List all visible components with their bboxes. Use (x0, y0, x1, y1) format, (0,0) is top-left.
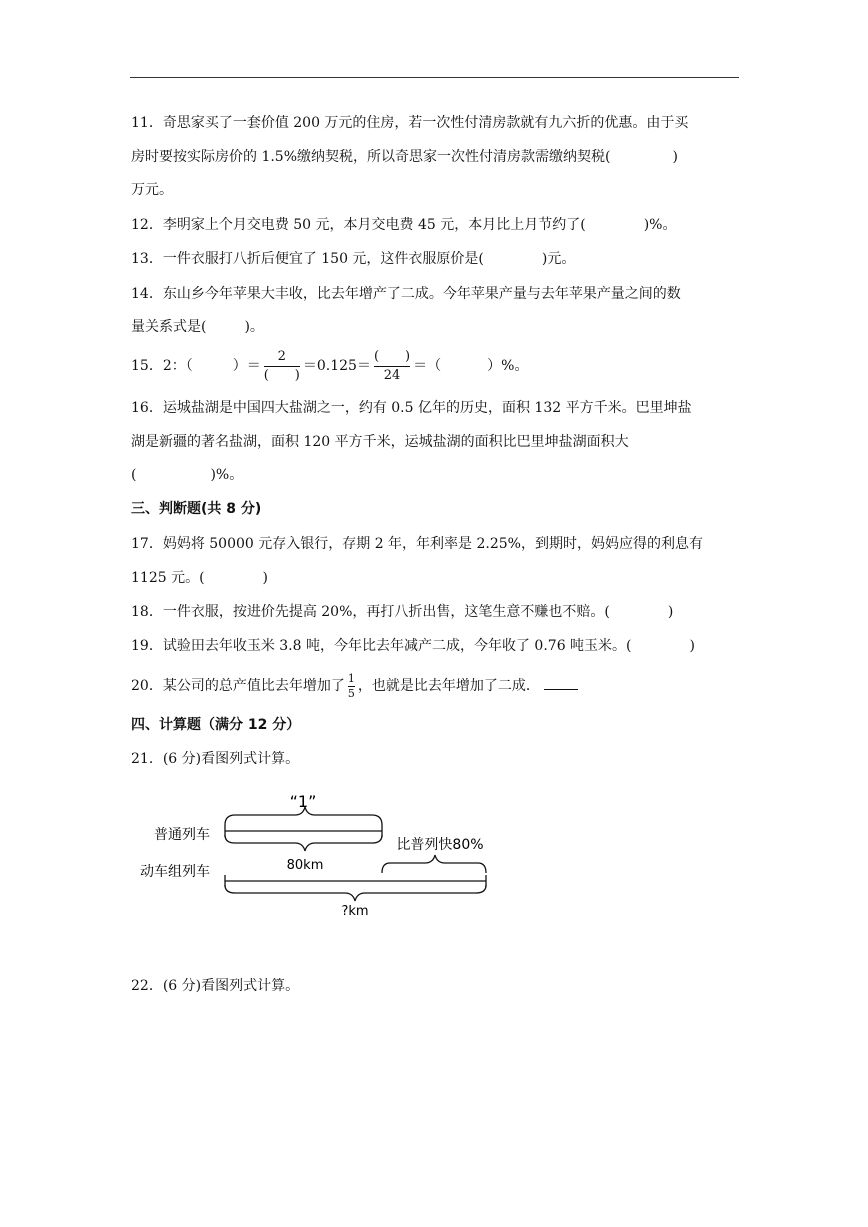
q14-line1: 14．东山乡今年苹果大丰收，比去年增产了二成。今年苹果产量与去年苹果产量之间的数 (131, 286, 681, 302)
q15-frac1-denominator[interactable]: ( ) (263, 367, 300, 383)
q22-line: 22．(6 分)看图列式计算。 (131, 978, 300, 994)
right-brace (382, 855, 486, 873)
q15-eq: ＝（ (413, 358, 442, 374)
q15-fraction-2 (374, 349, 410, 384)
q16-line2: 湖是新疆的著名盐湖，面积 120 平方千米，运城盐湖的面积比巴里坤盐湖面积大 (131, 434, 629, 450)
bottom-brace (225, 885, 486, 901)
q13-end: )元。 (541, 251, 576, 267)
q15-prefix: 15．2：（ (131, 358, 193, 374)
q17-line2 (131, 569, 268, 587)
label-top-one: “1” (289, 792, 317, 811)
section-3-heading: 三、判断题(共 8 分) (131, 501, 262, 517)
q11-line2-end: ) (672, 149, 678, 165)
q20-frac-denominator: 5 (347, 686, 355, 700)
q15-frac1-numerator: 2 (277, 348, 286, 364)
q21-line: 21．(6 分)看图列式计算。 (131, 751, 300, 767)
q14-line2-text: 量关系式是( (131, 319, 207, 335)
q20-answer-blank[interactable] (544, 677, 578, 690)
q12-end: )%。 (643, 217, 677, 233)
q19-text: 19．试验田去年收玉米 3.8 吨，今年比去年减产二成，今年收了 0.76 吨玉米。( (131, 638, 632, 654)
q20-line (131, 666, 578, 706)
q19-end: ) (689, 638, 695, 654)
q15-mid: ＝0.125＝ (302, 358, 371, 374)
q16-line3-open: ( (131, 467, 137, 483)
q11-line3: 万元。 (131, 182, 173, 198)
q16-line3 (131, 466, 243, 484)
q17-line1: 17．妈妈将 50000 元存入银行，存期 2 年，年利率是 2.25%，到期时，妈妈应得的利息有 (131, 536, 703, 552)
q13-text: 13．一件衣服打八折后便宜了 150 元，这件衣服原价是( (131, 251, 484, 267)
q11-line1: 11．奇思家买了一套价值 200 万元的住房，若一次性付清房款就有九六折的优惠。由于买 (131, 115, 689, 131)
q17-line2-end: ) (262, 570, 269, 586)
row2-label: 动车组列车 (140, 864, 210, 880)
bottom-label: ?km (341, 904, 369, 919)
middle-brace (225, 835, 382, 851)
q15-close1: ）＝ (232, 358, 261, 374)
q20-prefix: 20．某公司的总产值比去年增加了 (131, 678, 345, 694)
q12-line (131, 216, 676, 234)
right-label: 比普列快80% (396, 837, 484, 853)
q18-end: ) (667, 604, 674, 620)
q15-frac2-denominator: 24 (383, 367, 401, 383)
q19-line (131, 637, 695, 655)
q13-line (131, 250, 575, 268)
q11-line2 (131, 148, 678, 166)
q15-suffix: ）%。 (487, 358, 529, 374)
header-rule (130, 77, 739, 78)
q14-line2-end: )。 (244, 319, 264, 335)
q16-line3-end: )%。 (210, 467, 244, 483)
q15-line (131, 346, 528, 386)
q20-fraction (348, 673, 355, 700)
q20-frac-numerator: 1 (347, 671, 355, 685)
q12-text: 12．李明家上个月交电费 50 元，本月交电费 45 元，本月比上月节约了( (131, 217, 586, 233)
q20-suffix: ，也就是比去年增加了二成． (357, 678, 540, 694)
q15-fraction-1 (264, 349, 300, 384)
q11-line2-text: 房时要按实际房价的 1.5%缴纳契税，所以奇思家一次性付清房款需缴纳契税( (131, 149, 611, 165)
mid-label: 80km (286, 858, 324, 873)
q15-frac2-numerator[interactable]: ( ) (373, 348, 411, 364)
row1-label: 普通列车 (154, 827, 210, 843)
q16-line1: 16．运城盐湖是中国四大盐湖之一，约有 0.5 亿年的历史，面积 132 平方千米。巴里坤盐 (131, 400, 692, 416)
q14-line2 (131, 318, 264, 336)
q18-text: 18．一件衣服，按进价先提高 20%，再打八折出售，这笔生意不赚也不赔。( (131, 604, 610, 620)
q21-line-segment-diagram (140, 785, 500, 925)
q17-line2-text: 1125 元。( (131, 570, 205, 586)
q18-line (131, 603, 673, 621)
section-4-heading: 四、计算题（满分 12 分） (131, 717, 301, 733)
